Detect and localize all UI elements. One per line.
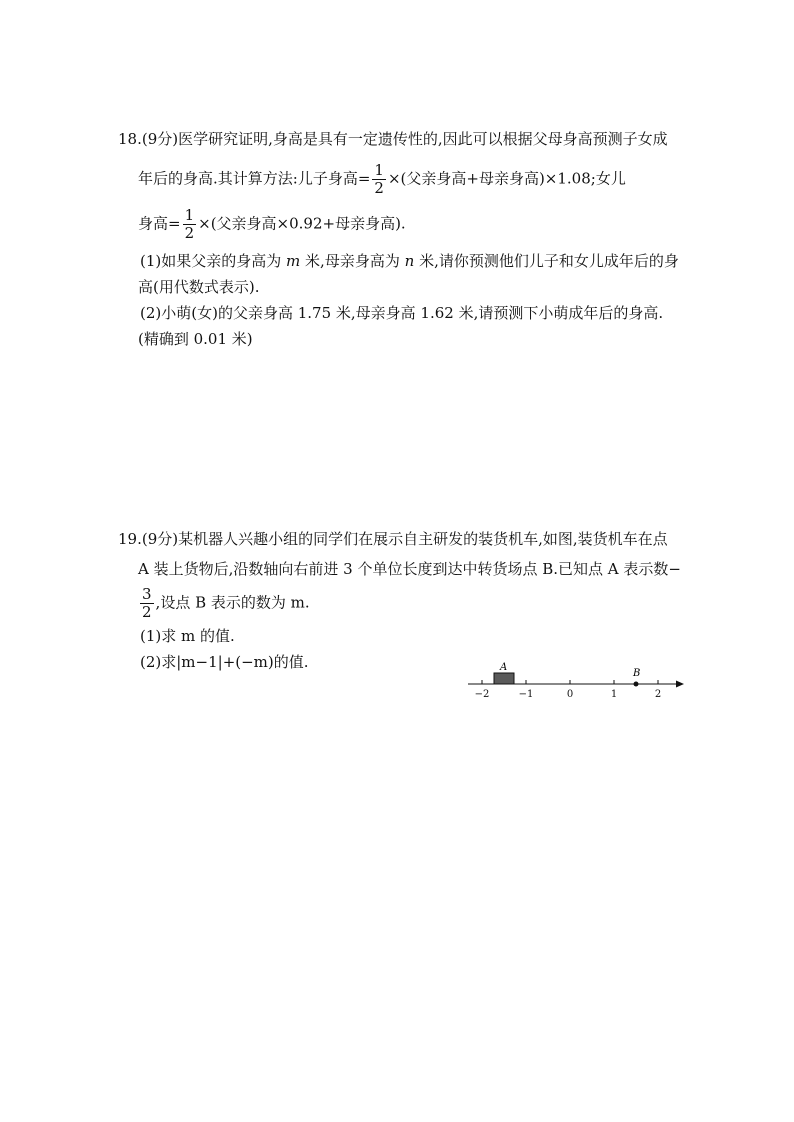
number-line-figure xyxy=(466,658,686,702)
sub1-text-c: 米,请你预测他们儿子和女儿成年后的身 xyxy=(419,252,679,270)
problem-18-sub1-cont: 高(用代数式表示). xyxy=(138,278,260,296)
son-formula-text: ×(父亲身高+母亲身高)×1.08;女儿 xyxy=(387,169,626,188)
point-a-label: A xyxy=(500,662,508,673)
daughter-height-text: 身高= xyxy=(138,214,181,233)
fraction-denominator: 2 xyxy=(374,179,384,197)
tick-label: 2 xyxy=(654,689,662,700)
fraction-half-2 xyxy=(183,207,197,242)
fraction-denominator: 2 xyxy=(142,603,152,621)
problem-19-sub1: (1)求 m 的值. xyxy=(140,627,235,645)
problem-19-line2: A 装上货物后,沿数轴向右前进 3 个单位长度到达中转货场点 B.已知点 A 表示数− xyxy=(138,560,681,578)
problem-18 xyxy=(118,128,698,348)
fraction-three-halves xyxy=(140,586,154,621)
axis-arrow-icon xyxy=(676,681,684,688)
problem-18-sub1 xyxy=(118,250,698,272)
fraction-denominator: 2 xyxy=(184,224,195,242)
cargo-vehicle-icon xyxy=(494,673,514,684)
problem-18-line2 xyxy=(118,162,698,197)
tick-label: 1 xyxy=(610,689,618,700)
problem-18-sub2: (2)小萌(女)的父亲身高 1.75 米,母亲身高 1.62 米,请预测下小萌成年后的身高. xyxy=(140,304,664,322)
fraction-numerator: 1 xyxy=(184,206,195,224)
problem-19-line3-text: ,设点 B 表示的数为 m. xyxy=(155,593,310,612)
problem-19-sub2: (2)求|m−1|+(−m)的值. xyxy=(140,653,309,671)
variable-m: m xyxy=(286,252,301,270)
daughter-formula-text: ×(父亲身高×0.92+母亲身高). xyxy=(198,214,406,233)
point-b-dot xyxy=(634,682,639,687)
sub1-text-a: (1)如果父亲的身高为 xyxy=(140,252,282,270)
tick-label: −2 xyxy=(474,689,490,700)
fraction-half xyxy=(372,162,386,197)
problem-19 xyxy=(118,528,698,671)
problem-19-head: 19.(9分)某机器人兴趣小组的同学们在展示自主研发的装货机车,如图,装货机车在点 xyxy=(118,530,668,548)
problem-18-line3 xyxy=(118,207,698,242)
tick-label: −1 xyxy=(518,689,534,700)
problem-18-sub2-cont: (精确到 0.01 米) xyxy=(138,330,253,348)
point-b-label: B xyxy=(633,668,641,679)
tick-label: 0 xyxy=(566,689,574,700)
son-height-text: 年后的身高.其计算方法:儿子身高= xyxy=(138,169,371,188)
fraction-numerator: 1 xyxy=(374,161,384,179)
variable-n: n xyxy=(404,252,415,270)
sub1-text-b: 米,母亲身高为 xyxy=(305,252,400,270)
problem-19-line3 xyxy=(118,586,698,621)
problem-18-head: 18.(9分)医学研究证明,身高是具有一定遗传性的,因此可以根据父母身高预测子女成 xyxy=(118,130,668,148)
fraction-numerator: 3 xyxy=(142,585,152,603)
